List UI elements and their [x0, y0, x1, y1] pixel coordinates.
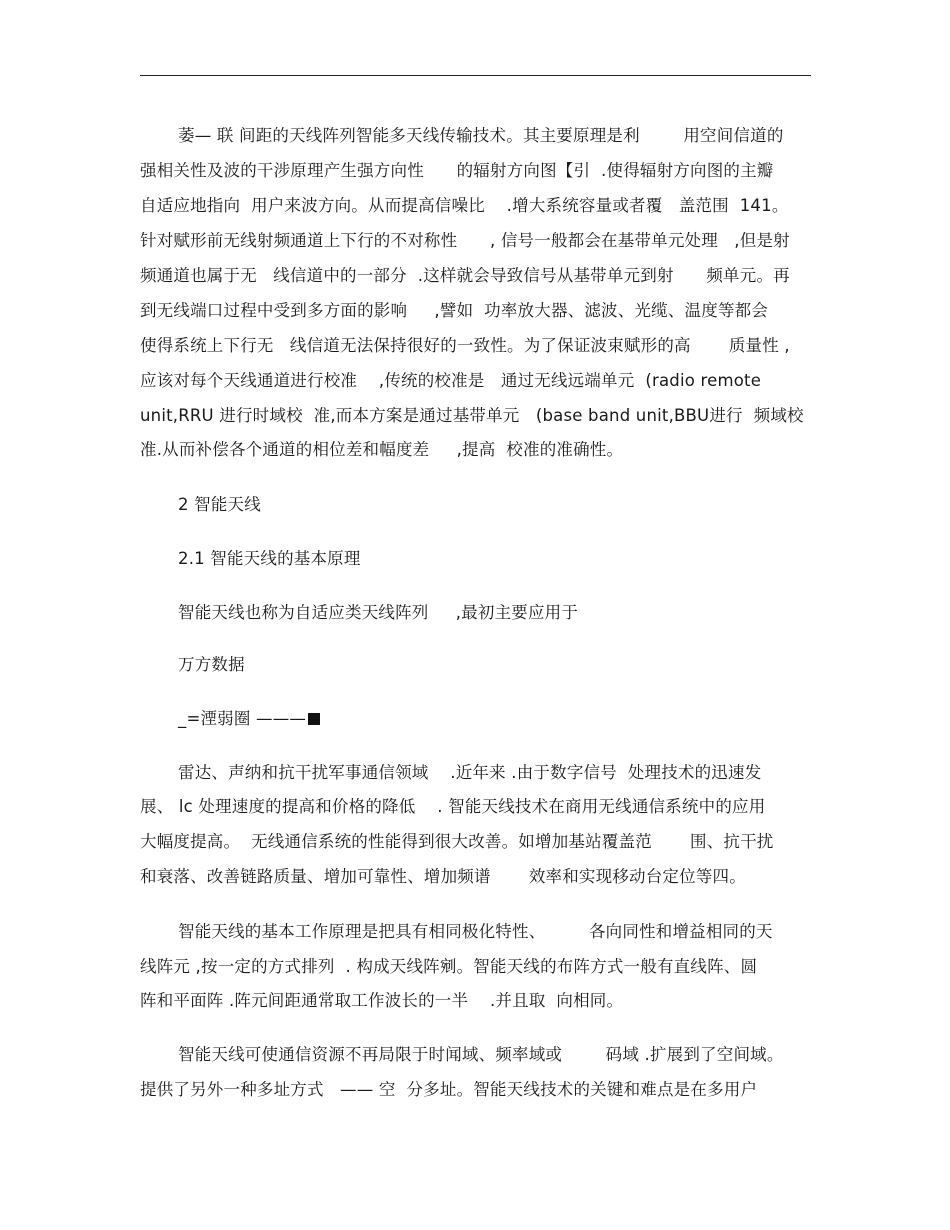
header-rule: [140, 75, 811, 76]
para1-line-5: 频通道也属于无 线信道中的一部分 .这样就会导致信号从基带单元到射 频单元。再: [140, 266, 790, 285]
para3-line-4: 和衰落、改善链路质量、增加可靠性、增加频谱 效率和实现移动台定位等四。: [140, 867, 746, 886]
para1-line-4: 针对赋形前无线射频通道上下行的不对称性 , 信号一般都会在基带单元处理 ,但是射: [140, 231, 790, 250]
para3-line-1: 雷达、声纳和抗干扰军事通信领域 .近年来 .由于数字信号 处理技术的迅速发: [178, 763, 762, 782]
section-heading: 2 智能天线: [178, 495, 261, 514]
para1-line-9: unit,RRU 进行时域校 准,而本方案是通过基带单元 (base band unit,BBU进行 频域校: [140, 406, 804, 425]
para5-line-1: 智能天线可使通信资源不再局限于时闻域、频率域或 码域 .扩展到了空间域。: [178, 1045, 784, 1064]
para1-line-10: 准.从而补偿各个通道的相位差和幅度差 ,提高 校准的准确性。: [140, 440, 624, 459]
para4-line-2: 线阵元 ,按一定的方式排列 . 构成天线阵剜。智能天线的布阵方式一般有直线阵、圆: [140, 957, 758, 976]
para2-line-1: 智能天线也称为自适应类天线阵列 ,最初主要应用于: [178, 603, 579, 622]
para1-line-1: 萎— 联 间距的天线阵列智能多天线传输技术。其主要原理是利 用空间信道的: [178, 126, 784, 145]
para1-line-7: 使得系统上下行无 线信道无法保持很好的一致性。为了保证波束赋形的高 质量性 ,: [140, 336, 790, 355]
black-square-icon: [308, 713, 320, 725]
para3-line-3: 大幅度提高。 无线通信系统的性能得到很大改善。如增加基站覆盖范 围、抗干扰: [140, 832, 774, 851]
garbled-line: [178, 709, 320, 729]
para5-line-2: 提供了另外一种多址方式 —— 空 分多址。智能天线技术的关键和难点是在多用户: [140, 1080, 758, 1099]
para3-line-2: 展、 lc 处理速度的提高和价格的降低 . 智能天线技术在商用无线通信系统中的应用: [140, 797, 766, 816]
para1-line-8: 应该对每个天线通道进行校准 ,传统的校准是 通过无线远端单元 (radio remote: [140, 371, 762, 390]
para1-line-6: 到无线端口过程中受到多方面的影响 ,譬如 功率放大器、滤波、光缆、温度等都会: [140, 301, 769, 320]
watermark-text: 万方数据: [178, 655, 245, 674]
para4-line-3: 阵和平面阵 .阵元间距通常取工作波长的一半 .并且取 向相同。: [140, 991, 624, 1010]
para1-line-2: 强相关性及波的干涉原理产生强方向性 的辐射方向图【引 .使得辐射方向图的主瓣: [140, 161, 774, 180]
garbled-text: _=湮弱圈 ———: [178, 709, 307, 728]
subsection-heading: 2.1 智能天线的基本原理: [178, 549, 361, 568]
para1-line-3: 自适应地指向 用户来波方向。从而提高信噪比 .增大系统容量或者覆 盖范围 141。: [140, 196, 789, 215]
para4-line-1: 智能天线的基本工作原理是把具有相同极化特性、 各向同性和增益相同的天: [178, 922, 773, 941]
